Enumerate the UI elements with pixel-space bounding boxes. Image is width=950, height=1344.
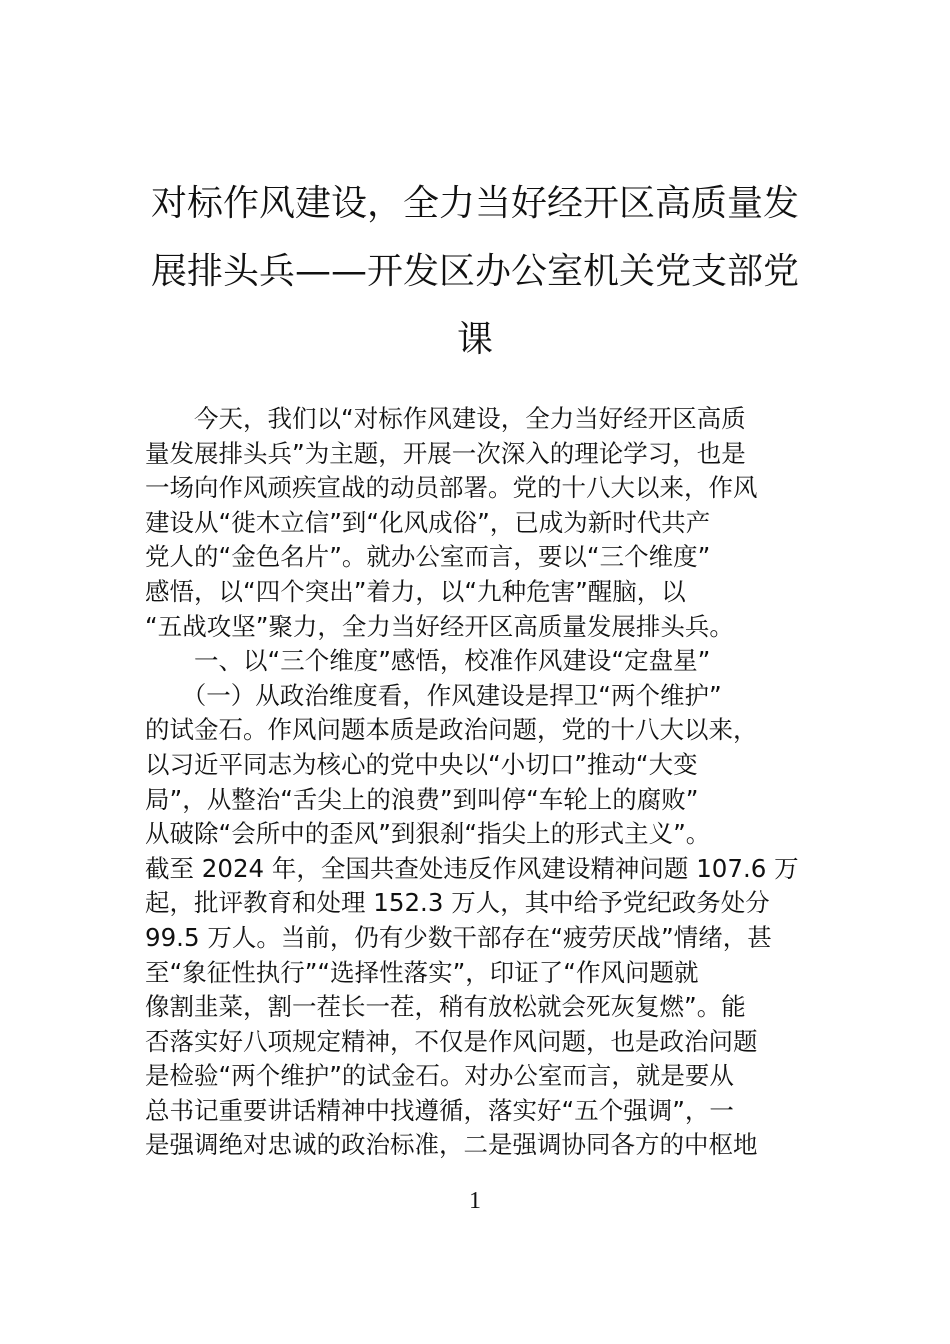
body-line: 99.5 万人。当前，仍有少数干部存在“疲劳厌战”情绪，甚 <box>145 922 772 952</box>
body-line: “五战攻坚”聚力，全力当好经开区高质量发展排头兵。 <box>145 611 734 641</box>
title-line: 展排头兵——开发区办公室机关党支部党 <box>150 251 799 292</box>
page-number: 1 <box>469 1188 481 1214</box>
body-line: （一）从政治维度看，作风建设是捍卫“两个维护” <box>145 680 722 710</box>
body-line: 总书记重要讲话精神中找遵循，落实好“五个强调”，一 <box>145 1095 734 1125</box>
body-line: 党人的“金色名片”。就办公室而言，要以“三个维度” <box>145 542 711 572</box>
body-line: 从破除“会所中的歪风”到狠刹“指尖上的形式主义”。 <box>145 819 711 849</box>
body-line: 是检验“两个维护”的试金石。对办公室而言，就是要从 <box>145 1061 734 1091</box>
body-line: 以习近平同志为核心的党中央以“小切口”推动“大变 <box>145 749 698 779</box>
body-line: 局”，从整治“舌尖上的浪费”到叫停“车轮上的腐败” <box>145 784 699 814</box>
body-line: 起，批评教育和处理 152.3 万人，其中给予党纪政务处分 <box>145 888 770 918</box>
body-line: 否落实好八项规定精神，不仅是作风问题，也是政治问题 <box>145 1026 758 1056</box>
body-line: 建设从“徙木立信”到“化风成俗”，已成为新时代共产 <box>145 507 711 537</box>
title-line: 课 <box>456 319 493 360</box>
body-line: 今天，我们以“对标作风建设，全力当好经开区高质 <box>145 404 746 433</box>
body-line: 感悟，以“四个突出”着力，以“九种危害”醒脑，以 <box>145 576 686 606</box>
title-line: 对标作风建设，全力当好经开区高质量发 <box>150 183 799 224</box>
section-heading: 一、以“三个维度”感悟，校准作风建设“定盘星” <box>145 646 711 676</box>
body-line: 至“象征性执行”“选择性落实”，印证了“作风问题就 <box>145 957 699 987</box>
body-line: 一场向作风顽疾宣战的动员部署。党的十八大以来，作风 <box>145 473 758 503</box>
document-body <box>145 402 810 1163</box>
document-title <box>145 170 805 374</box>
body-line: 截至 2024 年，全国共查处违反作风建设精神问题 107.6 万 <box>145 853 799 883</box>
body-line: 量发展排头兵”为主题，开展一次深入的理论学习，也是 <box>145 438 746 468</box>
body-line: 的试金石。作风问题本质是政治问题，党的十八大以来， <box>145 715 758 745</box>
body-line: 是强调绝对忠诚的政治标准，二是强调协同各方的中枢地 <box>145 1130 758 1160</box>
body-line: 像割韭菜，割一茬长一茬，稍有放松就会死灰复燃”。能 <box>145 992 746 1022</box>
